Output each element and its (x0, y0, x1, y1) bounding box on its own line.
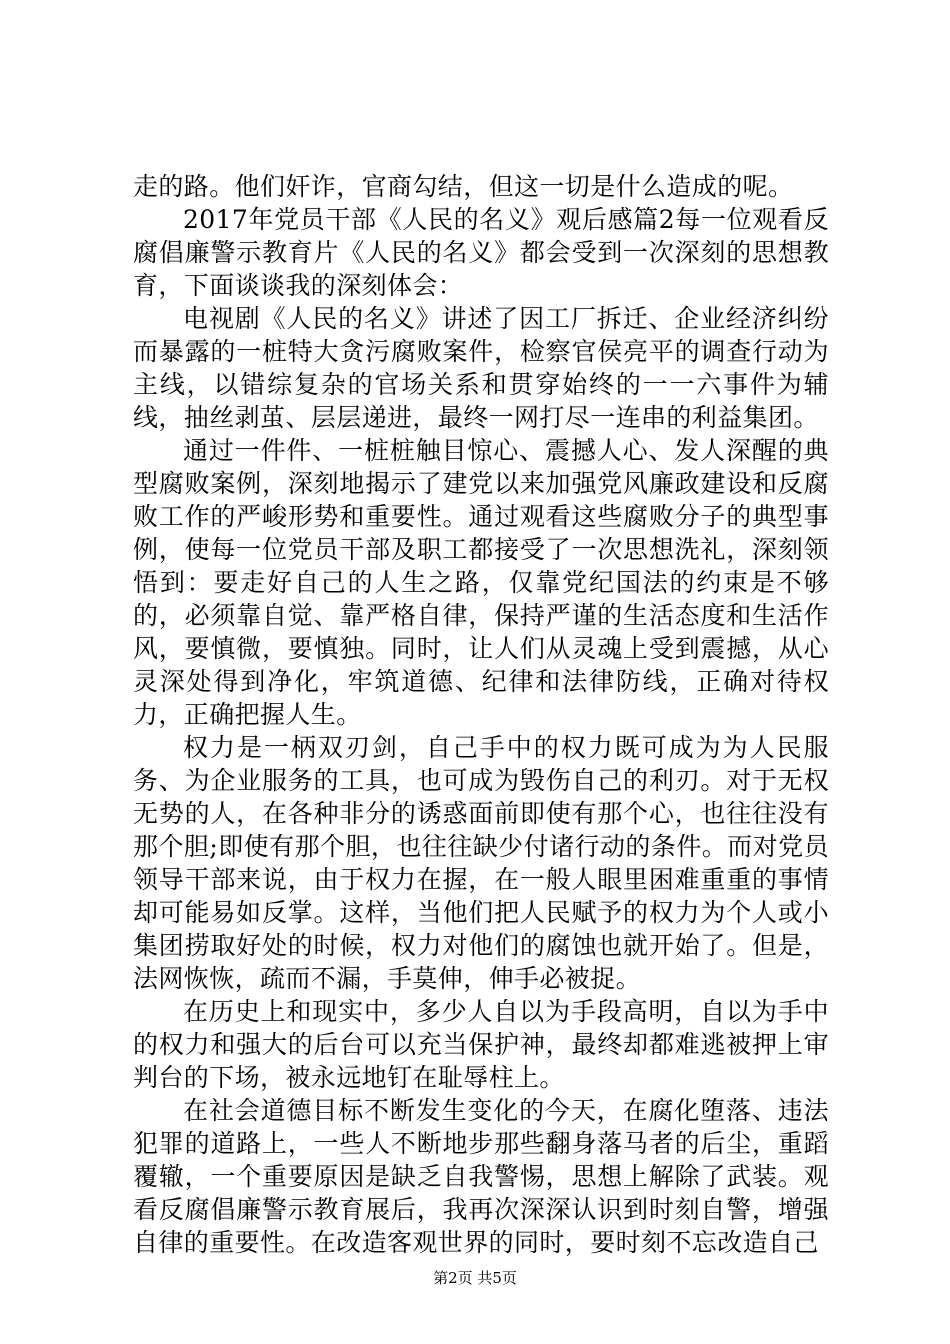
paragraph: 在历史上和现实中，多少人自以为手段高明，自以为手中的权力和强大的后台可以充当保护神，最终却都难逃被押上审判台的下场，被永远地钉在耻辱柱上。 (133, 997, 829, 1092)
paragraph: 权力是一柄双刃剑，自己手中的权力既可成为为人民服务、为企业服务的工具，也可成为毁伤自己的利刃。对于无权无势的人，在各种非分的诱惑面前即使有那个心，也往往没有那个胆;即使有那个胆，也往往缺少付诸行动的条件。而对党员领导干部来说，由于权力在握，在一般人眼里困难重重的事情却可能易如反掌。这样，当他们把人民赋予的权力为个人或小集团捞取好处的时候，权力对他们的腐蚀也就开始了。但是，法网恢恢，疏而不漏，手莫伸，伸手必被捉。 (133, 733, 829, 993)
paragraph: 电视剧《人民的名义》讲述了因工厂拆迁、企业经济纠纷而暴露的一桩特大贪污腐败案件，检察官侯亮平的调查行动为主线，以错综复杂的官场关系和贯穿始终的一一六事件为辅线，抽丝剥茧、层层递进，最终一网打尽一连串的利益集团。 (133, 304, 829, 432)
paragraph: 在社会道德目标不断发生变化的今天，在腐化堕落、违法犯罪的道路上，一些人不断地步那些翻身落马者的后尘，重蹈覆辙，一个重要原因是缺乏自我警惕，思想上解除了武装。观看反腐倡廉警示教育展后，我再次深深认识到时刻自警，增强自律的重要性。在改造客观世界的同时，要时刻不忘改造自己 (133, 1096, 829, 1257)
paragraph: 2017年党员干部《人民的名义》观后感篇2每一位观看反腐倡廉警示教育片《人民的名义》都会受到一次深刻的思想教育，下面谈谈我的深刻体会： (133, 205, 829, 300)
paragraph: 通过一件件、一桩桩触目惊心、震撼人心、发人深醒的典型腐败案例，深刻地揭示了建党以来加强党风廉政建设和反腐败工作的严峻形势和重要性。通过观看这些腐败分子的典型事例，使每一位党员干部及职工都接受了一次思想洗礼，深刻领悟到：要走好自己的人生之路，仅靠党纪国法的约束是不够的，必须靠自觉、靠严格自律，保持严谨的生活态度和生活作风，要慎微，要慎独。同时，让人们从灵魂上受到震撼，从心灵深处得到净化，牢筑道德、纪律和法律防线，正确对待权力，正确把握人生。 (133, 436, 829, 729)
paragraph-continued: 走的路。他们奸诈，官商勾结，但这一切是什么造成的呢。 (133, 172, 794, 201)
body-text (133, 170, 829, 1259)
page-number-footer: 第2页 共5页 (433, 1269, 517, 1287)
